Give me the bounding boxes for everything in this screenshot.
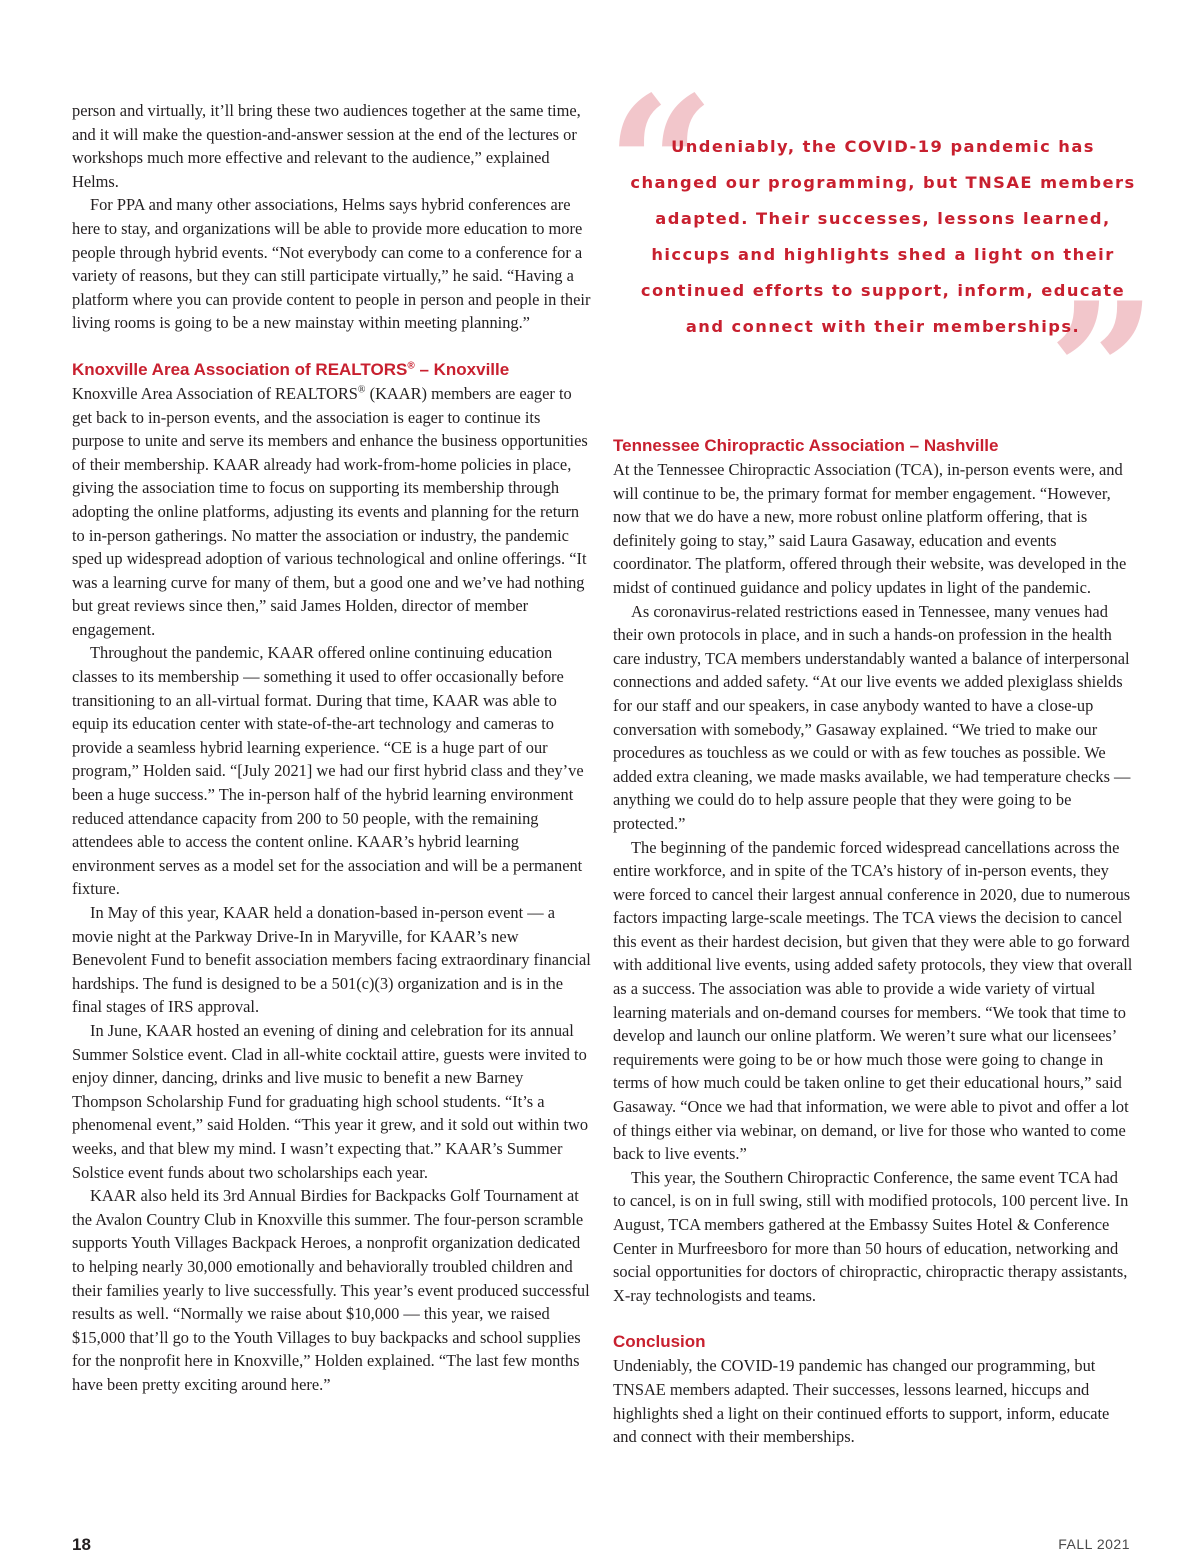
paragraph-tca-southern-conference: This year, the Southern Chiropractic Conference, the same event TCA had to cancel, is on in full swing, still with modified protocols, 100 percent live. In August, TCA members gathered at the Embassy Suites Hotel & Conference Center in Murfreesboro for more than 50 hours of education, networking and social opportunities for doctors of chiropractic, chiropractic therapy assistants, X-ray technologists and teams.	[613, 1167, 1129, 1305]
spacer	[613, 1307, 1133, 1330]
paragraph-conclusion: Undeniably, the COVID-19 pandemic has changed our programming, but TNSAE members adapted. Their successes, lessons learned, hiccups and highlights shed a light on their continued efforts to support, inform, educate and connect with their memberships.	[613, 1356, 1110, 1447]
paragraph-kaar-intro	[72, 382, 592, 642]
registered-mark: ®	[357, 384, 366, 396]
paragraph-kaar-summer-solstice: In June, KAAR hosted an evening of dining and celebration for its annual Summer Solstice event. Clad in all-white cocktail attire, guests were invited to enjoy dinner, dancing, drinks and live music to benefit a new Barney Thompson Scholarship Fund for graduating high school students. “It’s a phenomenal event,” said Holden. “This year it grew, and it sold out within two weeks, and that blew my mind. I wasn’t expecting that.” KAAR’s Summer Solstice event funds about two scholarships each year.	[72, 1020, 589, 1182]
close-quote-icon: ”	[1048, 261, 1158, 484]
spacer	[72, 335, 592, 358]
paragraph-kaar-golf-tournament: KAAR also held its 3rd Annual Birdies for Backpacks Golf Tournament at the Avalon Country Club in Knoxville this summer. The four-person scramble supports Youth Villages Backpack Heroes, a nonprofit organization dedicated to helping nearly 30,000 emotionally and behaviorally troubled children and their families yearly to live successfully. This year’s event produced successful results as well. “Normally we raise about $10,000 — this year, we raised $15,000 that’ll go to the Youth Villages to buy backpacks and school supplies for the nonprofit here in Knoxville,” Holden explained. “The last few months have been pretty exciting around here.”	[72, 1186, 590, 1394]
tca-section-heading: Tennessee Chiropractic Association – Nashville	[613, 436, 999, 455]
kaar-heading-location: – Knoxville	[414, 359, 510, 379]
kaar-intro-rest: (KAAR) members are eager to get back to in-person events, and the association is eager to continue its purpose to unite and serve its members and enhance the business opportunities of their membership. KAAR already had work-from-home policies in place, giving the association time to focus on supporting its membership through adopting the online platforms, adjusting its events and planning for the return to in-person gatherings. No matter the association or industry, the pandemic sped up widespread adoption of various technological and online offerings. “It was a learning curve for many of them, but a good one and we’ve had nothing but great reviews since then,” said James Holden, director of member engagement.	[72, 383, 588, 639]
issue-label: FALL 2021	[1058, 1536, 1130, 1552]
page-number: 18	[72, 1535, 91, 1554]
paragraph-kaar-movie-night: In May of this year, KAAR held a donation-based in-person event — a movie night at the Parkway Drive-In in Maryville, for KAAR’s new Benevolent Fund to benefit association members facing extraordinary financial hardships. The fund is designed to be a 501(c)(3) organization and is in the final stages of IRS approval.	[72, 903, 591, 1017]
paragraph-helms-continued: person and virtually, it’ll bring these two audiences together at the same time, and it will make the question-and-answer session at the end of the lectures or workshops much more effective and relevant to the audience,” explained Helms.	[72, 101, 581, 191]
paragraph-ppa-hybrid: For PPA and many other associations, Helms says hybrid conferences are here to stay, and organizations will be able to provide more education to more people through hybrid events. “Not everybody can come to a conference for a variety of reasons, but they can still participate virtually,” he said. “Having a platform where you can provide content to people in person and people in their living rooms is going to be a new mainstay within meeting planning.”	[72, 195, 591, 333]
kaar-section-heading	[72, 358, 592, 382]
paragraph-tca-safety: As coronavirus-related restrictions eased in Tennessee, many venues had their own protocols in place, and in such a hands-on profession in the health care industry, TCA members understandably wanted a balance of interpersonal connections and added safety. “At our live events we added plexiglass shields for our staff and our speakers, in case anybody wanted to have a close-up conversation with somebody,” Gasaway explained. “We tried to make our procedures as touchless as we could or with as few touches as possible. We added extra cleaning, we made masks available, we had temperature checks — anything we could do to help assure people that they were going to be protected.”	[613, 601, 1131, 833]
kaar-intro-lead: Knoxville Area Association of REALTORS	[72, 383, 358, 403]
right-column	[613, 434, 1133, 1449]
pull-quote-text: Undeniably, the COVID-19 pandemic has changed our programming, but TNSAE members adapted. Their successes, lessons learned, hiccups and highlights shed a light on their continued efforts to support, inform, educate and connect with their memberships.	[630, 137, 1136, 336]
paragraph-tca-intro: At the Tennessee Chiropractic Association (TCA), in-person events were, and will continue to be, the primary format for member engagement. “However, now that we do have a new, more robust online platform offering, that is definitely going to stay,” said Laura Gasaway, education and events coordinator. The platform, offered through their website, was developed in the midst of continued guidance and policy updates in light of the pandemic.	[613, 460, 1127, 597]
paragraph-tca-cancellations: The beginning of the pandemic forced widespread cancellations across the entire workforce, and in spite of the TCA’s history of in-person events, they were forced to cancel their largest annual conference in 2020, due to numerous factors impacting large-scale meetings. The TCA views the decision to cancel this event as their hardest decision, but given that they were able to go forward with additional live events, using added safety protocols, they view that overall as a success. The association was able to provide a wide variety of virtual learning materials and on-demand courses for members. “We took that time to develop and launch our online platform. We weren’t sure what our licensees’ requirements were going to be or how much those were going to change in terms of how much could be taken online to get their educational hours,” said Gasaway. “Once we had that information, we were able to pivot and offer a lot of things either via webinar, on demand, or live for those who wanted to come back to live events.”	[613, 837, 1133, 1164]
open-quote-icon: “	[606, 55, 716, 278]
conclusion-heading: Conclusion	[613, 1332, 706, 1352]
registered-mark: ®	[407, 360, 415, 372]
paragraph-kaar-online-education: Throughout the pandemic, KAAR offered online continuing education classes to its membership — something it used to offer occasionally before transitioning to an all-virtual format. During that time, KAAR was able to equip its education center with state-of-the-art technology and cameras to provide a seamless hybrid learning experience. “CE is a huge part of our program,” Holden said. “[July 2021] we had our first hybrid class and they’ve been a huge success.” The in-person half of the hybrid learning environment reduced attendance capacity from 200 to 50 people, with the remaining attendees able to access the content online. KAAR’s hybrid learning environment serves as a model set for the association and will be a permanent fixture.	[72, 643, 584, 899]
kaar-heading-text: Knoxville Area Association of REALTORS	[72, 359, 408, 379]
left-column	[72, 99, 592, 1396]
